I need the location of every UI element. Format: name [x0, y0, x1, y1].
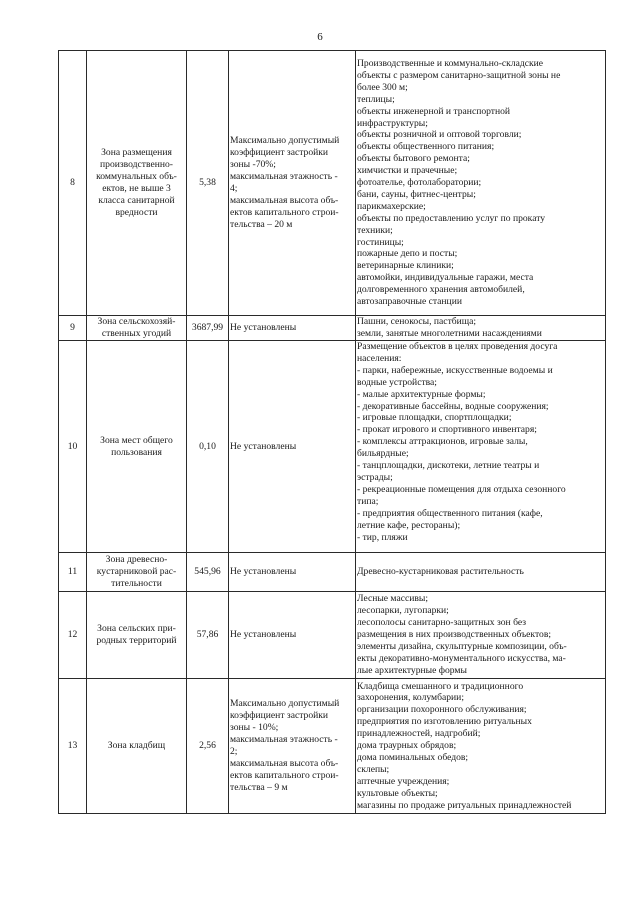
zone-parameter-line: зоны -70%;: [230, 159, 276, 171]
zone-name-line: производственно-: [100, 159, 173, 171]
zones-table: [58, 50, 606, 814]
zone-parameter-line: коэффициент застройки: [230, 147, 329, 159]
zone-name-line: класса санитарной: [98, 194, 175, 206]
zone-parameters: [229, 51, 356, 316]
zone-name-line: пользования: [111, 446, 162, 458]
page-number: 6: [317, 31, 323, 43]
zone-use-line: культовые объекты;: [357, 787, 438, 799]
zone-name-line: Зона древесно-: [105, 554, 168, 566]
zone-name-line: родных территорий: [96, 635, 177, 646]
table-row: [59, 553, 606, 592]
zone-use-line: магазины по продаже ритуальных принадлежностей: [357, 799, 572, 811]
zone-parameter-line: максимальная высота объ-: [230, 757, 339, 769]
zone-parameter-line: Не установлены: [230, 629, 297, 641]
zone-parameter-line: Не установлены: [230, 566, 297, 578]
zone-name-line: Зона мест общего: [100, 434, 173, 446]
zone-use-line: пожарные депо и посты;: [357, 248, 458, 260]
zone-parameter-line: тельства – 20 м: [230, 218, 293, 230]
zone-permitted-uses: [356, 679, 606, 814]
zone-parameters: [229, 553, 356, 592]
zone-use-line: теплицы;: [357, 93, 395, 105]
zone-use-line: объекты розничной и оптовой торговли;: [357, 129, 522, 141]
zone-use-line: склепы;: [357, 763, 390, 775]
zone-name-line: Зона сельскохозяй-: [97, 316, 176, 328]
zone-use-line: аптечные учреждения;: [357, 775, 450, 787]
zone-use-line: гостиницы;: [357, 236, 404, 248]
zone-number: 13: [59, 679, 87, 814]
zone-parameter-line: Не установлены: [230, 322, 297, 334]
table-row: [59, 51, 606, 316]
zone-use-line: Древесно-кустарниковая растительность: [357, 566, 524, 578]
zone-use-line: - игровые площадки, спортплощадки;: [357, 412, 512, 424]
zone-area: 0,10: [187, 341, 229, 553]
zone-use-line: дома поминальных обедов;: [357, 751, 469, 763]
zone-parameter-line: Не установлены: [230, 440, 297, 452]
zone-use-line: - танцплощадки, дискотеки, летние театры и: [357, 460, 540, 472]
zone-use-line: - малые архитектурные формы;: [357, 388, 486, 400]
zone-use-line: типа;: [357, 495, 379, 507]
zone-name-line: кустарниковой рас-: [96, 566, 177, 578]
zone-name-line: Зона размещения: [101, 147, 172, 159]
zone-parameter-line: ектов капитального строи-: [230, 206, 339, 218]
zone-use-line: екты декоративно-монументального искусства, ма-: [357, 652, 566, 664]
zone-use-line: эстрады;: [357, 471, 393, 483]
zone-use-line: химчистки и прачечные;: [357, 165, 458, 177]
zone-use-line: элементы дизайна, скульптурные композиции, объ-: [357, 640, 567, 652]
zone-name-line: ственных угодий: [101, 328, 172, 339]
zone-parameters: [229, 592, 356, 679]
zone-name-line: Зона сельских при-: [97, 623, 176, 635]
zone-number: 8: [59, 51, 87, 316]
zone-area: 57,86: [187, 592, 229, 679]
zone-permitted-uses: [356, 51, 606, 316]
zone-number: 9: [59, 316, 87, 341]
zone-parameter-line: максимальная этажность -: [230, 734, 338, 746]
zone-parameter-line: 4;: [230, 183, 238, 194]
zone-use-line: фотоателье, фотолаборатории;: [357, 177, 482, 189]
zone-use-line: парикмахерские;: [357, 200, 426, 212]
zone-use-line: объекты с размером санитарно-защитной зоны не: [357, 69, 561, 81]
table-row: [59, 592, 606, 679]
zone-use-line: лесополосы санитарно-защитных зон без: [357, 617, 526, 629]
zone-parameter-line: Максимально допустимый: [230, 698, 340, 710]
zone-area: 5,38: [187, 51, 229, 316]
zone-parameter-line: максимальная этажность -: [230, 171, 338, 183]
zone-use-line: объекты инженерной и транспортной: [357, 105, 511, 117]
zone-use-line: объекты общественного питания;: [357, 141, 495, 153]
zone-use-line: объекты бытового ремонта;: [357, 153, 470, 165]
zone-permitted-uses: [356, 553, 606, 592]
zone-use-line: Кладбища смешанного и традиционного: [357, 680, 524, 692]
zone-name: [87, 679, 187, 814]
zone-name: [87, 592, 187, 679]
zone-permitted-uses: [356, 316, 606, 341]
zone-parameter-line: тельства – 9 м: [230, 781, 288, 793]
zone-use-line: Пашни, сенокосы, пастбища;: [357, 316, 477, 327]
zone-use-line: техники;: [357, 224, 393, 236]
zone-name-line: Зона кладбищ: [107, 740, 166, 752]
zone-name: [87, 341, 187, 553]
zone-parameters: [229, 679, 356, 814]
zone-use-line: Производственные и коммунально-складские: [357, 57, 544, 69]
zone-use-line: водные устройства;: [357, 376, 437, 388]
zone-use-line: земли, занятые многолетними насаждениями: [357, 327, 542, 339]
zone-use-line: предприятия по изготовлению ритуальных: [357, 716, 532, 728]
zone-parameter-line: зоны - 10%;: [230, 722, 279, 734]
zone-use-line: дома траурных обрядов;: [357, 740, 457, 752]
zone-use-line: ветеринарные клиники;: [357, 260, 454, 272]
zone-parameters: [229, 341, 356, 553]
zone-use-line: автозаправочные станции: [357, 296, 462, 308]
zone-area: 3687,99: [187, 316, 229, 341]
zone-number: 12: [59, 592, 87, 679]
table-row: [59, 316, 606, 341]
zone-use-line: населения:: [357, 352, 402, 364]
zone-use-line: бильярдные;: [357, 448, 409, 460]
zone-use-line: бани, сауны, фитнес-центры;: [357, 188, 476, 200]
zone-permitted-uses: [356, 592, 606, 679]
zone-use-line: - парки, набережные, искусственные водоемы и: [357, 364, 553, 376]
zone-use-line: лые архитектурные формы: [357, 664, 467, 676]
zone-area: 2,56: [187, 679, 229, 814]
zone-use-line: инфраструктуры;: [357, 117, 428, 129]
zone-name: [87, 316, 187, 341]
zone-use-line: Лесные массивы;: [357, 593, 428, 605]
zone-number: 11: [59, 553, 87, 592]
zone-use-line: захоронения, колумбарии;: [357, 692, 464, 704]
zone-use-line: - декоративные бассейны, водные сооружения;: [357, 400, 549, 412]
zone-parameters: [229, 316, 356, 341]
zone-use-line: - предприятия общественного питания (кафе,: [357, 507, 543, 519]
zone-use-line: летние кафе, рестораны);: [357, 519, 461, 531]
zone-use-line: Размещение объектов в целях проведения досуга: [357, 341, 558, 352]
zone-parameter-line: ектов капитального строи-: [230, 769, 339, 781]
zone-use-line: долговременного хранения автомобилей,: [357, 284, 525, 296]
zone-use-line: организации похоронного обслуживания;: [357, 704, 527, 716]
zone-parameter-line: 2;: [230, 746, 238, 757]
zone-name-line: вредности: [115, 206, 158, 218]
zones-table-body: [59, 51, 606, 814]
zone-use-line: - тир, пляжи: [357, 531, 408, 543]
zone-use-line: лесопарки, лугопарки;: [357, 605, 449, 617]
zone-use-line: автомойки, индивидуальные гаражи, места: [357, 272, 534, 284]
zone-use-line: принадлежностей, надгробий;: [357, 728, 481, 740]
zone-use-line: - прокат игрового и спортивного инвентаря;: [357, 424, 537, 436]
zone-name-line: ектов, не выше 3: [102, 183, 171, 194]
zone-parameter-line: коэффициент застройки: [230, 710, 329, 722]
zone-permitted-uses: [356, 341, 606, 553]
zone-use-line: - рекреационные помещения для отдыха сезонного: [357, 483, 566, 495]
table-row: [59, 341, 606, 553]
zone-use-line: более 300 м;: [357, 81, 408, 93]
zone-use-line: - комплексы аттракционов, игровые залы,: [357, 436, 528, 448]
table-row: [59, 679, 606, 814]
zone-name: [87, 51, 187, 316]
zone-number: 10: [59, 341, 87, 553]
zone-area: 545,96: [187, 553, 229, 592]
zone-use-line: размещения в них производственных объектов;: [357, 629, 552, 641]
zone-parameter-line: Максимально допустимый: [230, 135, 340, 147]
zone-name-line: тительности: [111, 577, 162, 589]
zone-name-line: коммунальных объ-: [96, 171, 177, 183]
zone-name: [87, 553, 187, 592]
zone-use-line: объекты по предоставлению услуг по прокату: [357, 212, 546, 224]
zone-parameter-line: максимальная высота объ-: [230, 194, 339, 206]
